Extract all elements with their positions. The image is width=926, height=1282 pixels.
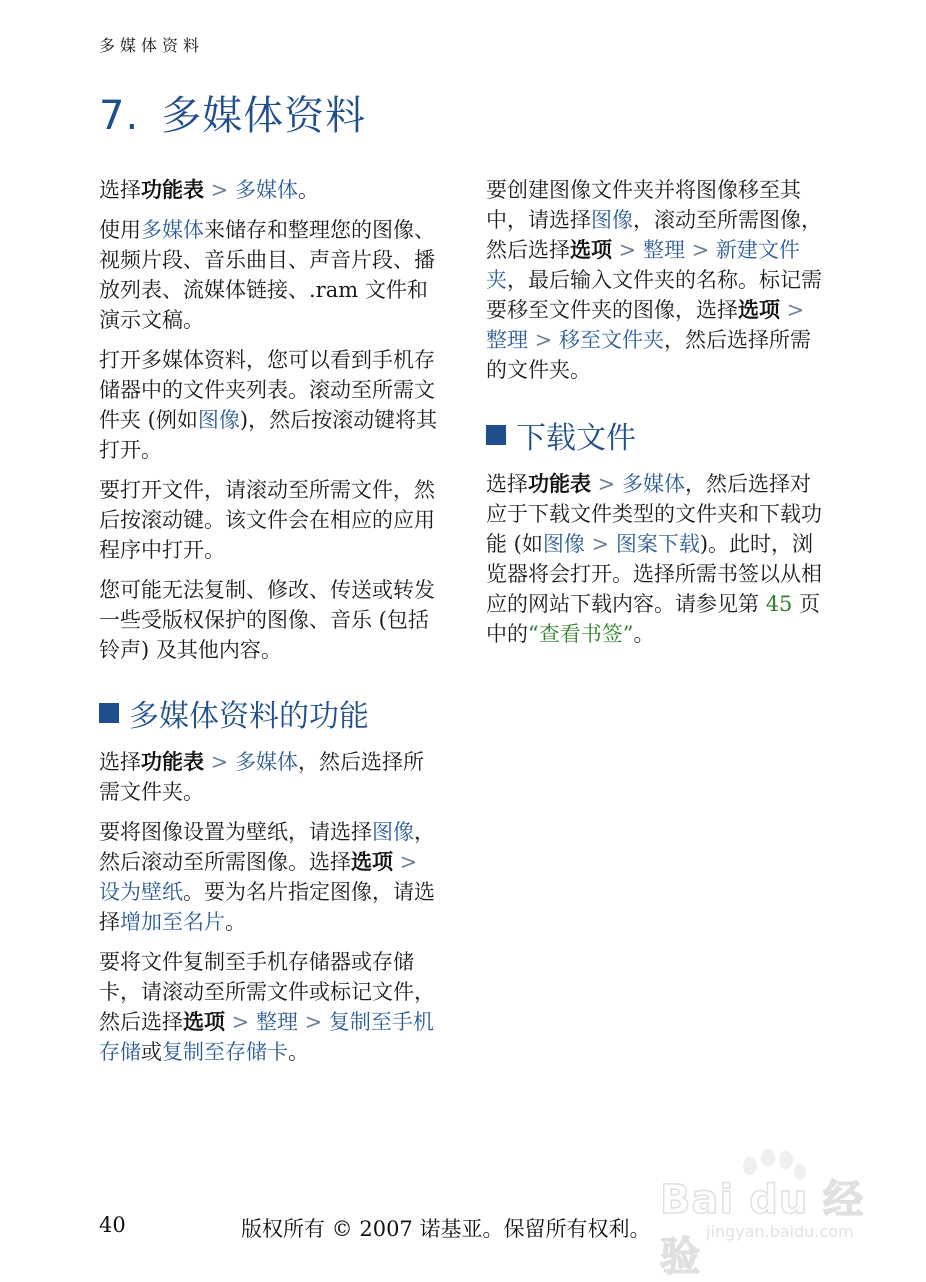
square-bullet-icon <box>486 425 506 445</box>
running-header: 多媒体资料 <box>99 36 205 55</box>
chapter-number: 7. <box>99 93 140 139</box>
paragraph: 您可能无法复制、修改、传送或转发一些受版权保护的图像、音乐 (包括铃声) 及其他内容。 <box>99 578 435 662</box>
baidu-jingyan-watermark <box>650 1148 890 1280</box>
section-heading: 下载文件 <box>486 413 831 457</box>
paragraph: 要创建图像文件夹并将图像移至其中，请选择图像，滚动至所需图像，然后选择选项 > 整理 > 新建文件夹，最后输入文件夹的名称。标记需要移至文件夹的图像，选择选项 > 整理 > 移至文件夹，然后选择所需的文件夹。 <box>486 178 822 382</box>
watermark-logo: Bai du 经验 <box>660 1177 865 1280</box>
section-heading: 多媒体资料的功能 <box>99 691 444 735</box>
page-reference: 45 <box>765 592 793 616</box>
right-column <box>486 175 831 659</box>
paragraph: 要将文件复制至手机存储器或存储卡，请滚动至所需文件或标记文件，然后选择选项 > 整理 > 复制至手机存储或复制至存储卡。 <box>99 950 435 1064</box>
paragraph: 打开多媒体资料，您可以看到手机存储器中的文件夹列表。滚动至所需文件夹 (例如图像)，然后按滚动键将其打开。 <box>99 348 438 462</box>
watermark-url: jingyan.baidu.com <box>706 1222 854 1241</box>
cross-reference-link[interactable]: “查看书签” <box>528 622 634 646</box>
chapter-title-text: 多媒体资料 <box>161 93 367 139</box>
paragraph: 选择功能表 > 多媒体。 <box>99 177 319 202</box>
paragraph: 要打开文件，请滚动至所需文件，然后按滚动键。该文件会在相应的应用程序中打开。 <box>99 478 435 562</box>
paragraph: 选择功能表 > 多媒体，然后选择对应于下载文件类型的文件夹和下载功能 (如图像 > 图案下载)。此时，浏览器将会打开。选择所需书签以从相应的网站下载内容。请参见第 45 页中的“查看书签”。 <box>486 471 822 646</box>
copyright-notice: 版权所有 © 2007 诺基亚。保留所有权利。 <box>241 1217 651 1241</box>
chapter-title <box>99 84 366 141</box>
paragraph: 选择功能表 > 多媒体，然后选择所需文件夹。 <box>99 749 424 804</box>
page-number: 40 <box>99 1213 126 1237</box>
paragraph: 要将图像设置为壁纸，请选择图像，然后滚动至所需图像。选择选项 > 设为壁纸。要为名片指定图像，请选择增加至名片。 <box>99 820 435 934</box>
square-bullet-icon <box>99 703 119 723</box>
paragraph: 使用多媒体来储存和整理您的图像、视频片段、音乐曲目、声音片段、播放列表、流媒体链接、.ram 文件和演示文稿。 <box>99 218 435 332</box>
left-column <box>99 175 444 1077</box>
